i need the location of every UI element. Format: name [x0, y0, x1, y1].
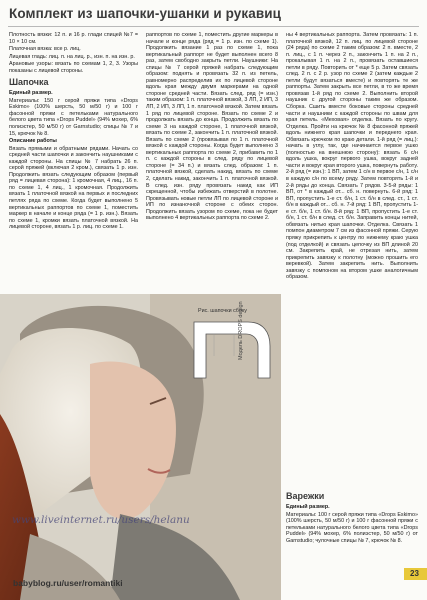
mittens-section-heading: Варежки [286, 491, 325, 501]
page-title: Комплект из шапочки-ушанки и рукавиц [9, 6, 282, 21]
middle-text-column [146, 32, 278, 294]
work-description: Вязать прямыми и обратными рядами. Начать со средней части шапочки и закончить наушниками с каждой стороны. На спицы № 7 набрать 26 п. серой пряжей (включая 2 кром.), связать 1 р. изн. Продолжить вязать следующим образом (первый ряд = лицевая сторона): 1 кромочная, 4 лиц., 16 п. по схеме 1, 4 лиц., 1 кромочная. Продолжить вязать 1 платочной вязкой на первых и последних петлях ряда по схеме. Когда будет выполнено 5 вертикальных раппортов по схеме 1, поместить маркер в начале и конце ряда (= 1 р. изн.). Вязать по схеме 1, кромки вязать платочной вязкой. На лицевой стороне, вязать 1 р. лиц. по схеме 1. [9, 145, 138, 231]
hat-section-heading: Шапочка [9, 77, 49, 88]
mittens-materials: Материалы: 100 г серой пряжи типа «Drops Eskimo» (100% шерсть, 50 м/50 г) и 100 г фасонной пряжи с петельками натурального белого цвета типа «Drops Puddel» (94% мохер, 6% полиэстер, 50 м/50 г) от Garnstudio; чулочные спицы № 7, крючок № 8. [286, 511, 418, 544]
hat-side-scheme [188, 316, 276, 386]
garter-text: Платочная вязка: все р. лиц. [9, 46, 81, 53]
designer-credit: Модель DROPS design [238, 301, 244, 360]
hat-size: Единый размер. [9, 90, 53, 97]
gauge-text: Плотность вязки: 12 п. и 16 р. глади спицей №7 = 10 × 10 см. [9, 32, 138, 45]
left-text-column [9, 32, 138, 294]
assembly-instructions: ны 4 вертикальных раппорта. Затем провязать: 1 п. платочной вязкой, 12 п. лиц. по лицевой стороне (24 ряда) по схеме 2 таким образом: 2 п. вместе, 2 п. лиц., с 1 п. через 2 п., закончить 1 п. на 2 п., прокалывая 1 п. на 2 п., провязать оставшиеся петли в ряду. Повторить от * еще 5 р. Затем связать след. 2 п. с 2 р. узор по схеме 2 (затем каждые 2 петли будут вязаться вместе) и повторять те же раппорты. Затем закрыть все петли, в то же время провязав 1-й ряд по схеме 2. Выполнить второй наушник с другой стороны таким же образом. Сборка. Сшить вместе боковые стороны средней части и наушники с каждой стороны по швам для края петель. «Меховая» отделка. Вязать по кругу. Отделка. Пройти на крючок № 8 фасонной пряжей вдоль нижнего края шапочки и переднего края. Обвязать крючком по краю детали. 1-й ряд (= лиц.): начать в углу, так, где начинается первое ушко (полностью на внешнюю сторону): вязать 6 с/н вдоль ушка, вокруг первого ушка, вокруг задней части и вокруг края второго ушка, повернуть работу. 2-й ряд (= изн.): 1 ВП, затем 1 с/н в первое с/н, 1 с/н в каждую с/н по всему ряду. Затем повторять 1-й и 2-й ряды до конца. Связать 7 рядов. 3-5-й ряды: 1 ВП, от * в каждый от... сб. н. повернуть. 6-й ряд: 1 ВП, пропустить 1-е ст. б/н, 1 ст. б/н в след. ст., 1 ст. б/н в каждый от... сб. н. 7-й ряд: 1 ВП, пропустить 1-е ст. б/н, 1 ст. б/н. 8-й ряд: 1 ВП, пропустить 1-е ст. б/н, 1 ст. б/н в след. ст. б/н. Заправить концы нитей, обвязать нитью края шапочки. Отделка. Связать 1 помпон диаметром 7 см из фасонной пряжи. Серую пряжу прикрепить к центру по нижнему краю ушка (под отделкой) и связать цепочку из ВП длиной 20 см. Закрепить край, не отрезая нить, затем прикрепить завязку к полотну (можно прошить его веревкой). Затем закрепить нить. Выполнить завязку с помпоном на втором ушке аналогичным образом. [286, 32, 418, 281]
aran-text: Арановые узоры: вязать по схемам 1, 2, 3. Узоры показаны с лицевой стороны. [9, 61, 138, 74]
footer-source: babyblog.ru/user/romantiki [13, 578, 123, 588]
work-description-heading: Описание работы [9, 138, 57, 145]
page-number: 23 [404, 568, 427, 580]
right-text-column [286, 32, 418, 378]
earflaps-instructions: раппортов по схеме 1, поместить другие маркеры в начале и конце ряда (ряд = 1 р. изн. по схеме 1). Продолжить вязание 1 раз по схеме 1, пока вертикальный раппорт не будет выполнен всего 8 раз, затем свободно закрыть петли. Наушники: На спицы № 7 серой пряжей набрать следующим образом: поднять и провязать 32 п. из петель, равномерно распределив их по лицевой стороне вдоль края между двумя маркерами на одной стороне средней части. Вязать след. ряд (= изн.) таким образом: 1 п. платочной вязкой, 3 ЛП, 2 ИП, 3 ЛП, 2 ИП, 3 ЛП, 1 п. платочной вязкой. Затем вязать 1 ряд по лицевой стороне. Вязать по схеме 2 и продолжать вязать до конца. Продолжить вязать по схеме 3 на каждой стороне, 1 платочной вязкой, вязать по схеме 2, закончить 1 п. платочной вязкой. Вязать по схеме 2 (провязывая по 1 п. платочной вязкой с каждой стороны. Когда будет выполнено 3 вертикальных раппорта по схеме 2, прибавить по 1 п. с каждой стороны в след. ряду по лицевой стороне (= 34 п.) и вязать след. образом: 1 п. платочной вязкой, сделать накид, вязать по схеме 2, сделать накид, закончить 1 п. платочной вязкой. В след. изн. ряду провязать накид как ИП скрещенной, чтобы избежать отверстий в полотне. Провязывать новые петли ЛП по лицевой стороне и ИП по изнаночной стороне с обеих сторон. Продолжить вязать узором по схеме, пока не будет выполнено 4 вертикальных раппорта по схеме 2. [146, 32, 278, 222]
watermark-url: www.liveinternet.ru/users/helanu [12, 514, 190, 526]
mittens-size: Единый размер. [286, 504, 330, 510]
scheme-title: Рис. шапочки сбоку [198, 308, 247, 314]
title-divider [8, 26, 419, 27]
stockinette-text: Лицевая гладь: лиц. п. на лиц. р., изн. п. на изн. р. [9, 53, 135, 60]
hat-materials: Материалы: 150 г серой пряжи типа «Drops Eskimo» (100% шерсть, 50 м/50 г) и 100 г фасонной пряжи с петельками натурального белого цвета типа «Drops Puddel» (94% мохер, 6% полиэстер, 50 м/50 г) от Garnstudio; спицы № 7 и 15, крючок № 8. [9, 97, 138, 137]
mittens-column [286, 488, 418, 584]
